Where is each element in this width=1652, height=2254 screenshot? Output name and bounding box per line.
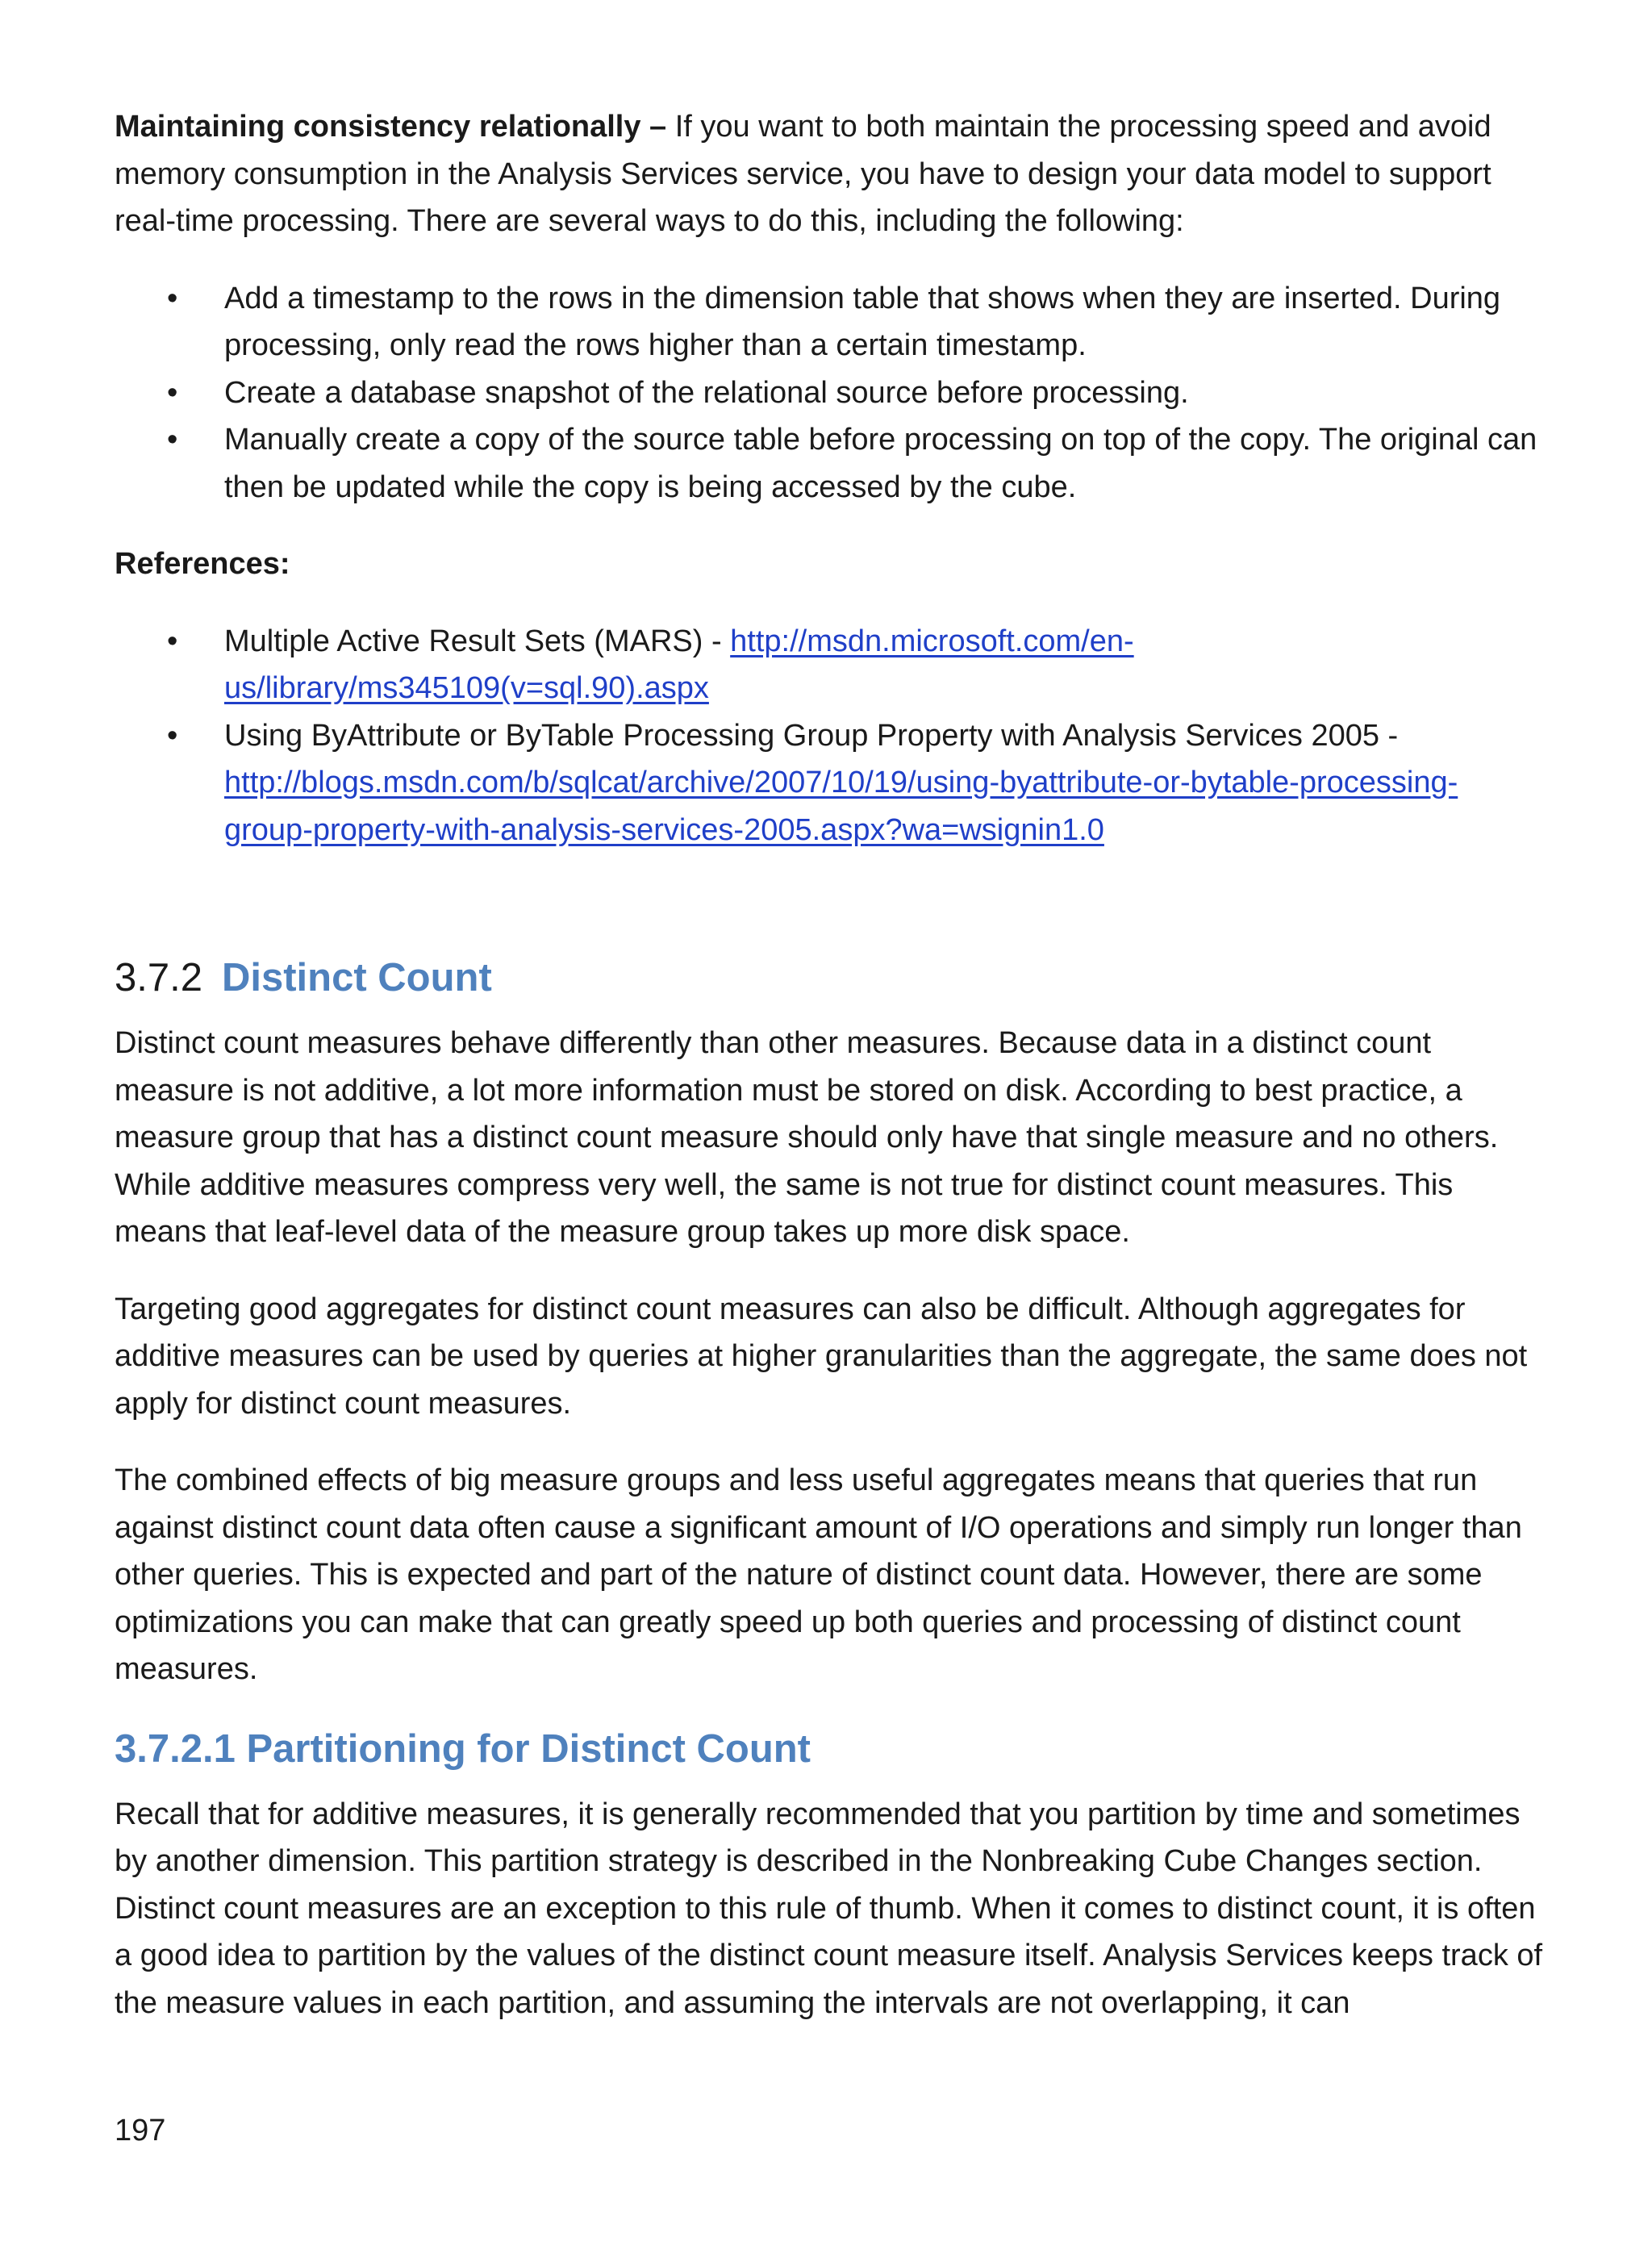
- bullet-item: • Create a database snapshot of the relational source before processing.: [115, 369, 1550, 417]
- subsection-paragraph: Recall that for additive measures, it is generally recommended that you partition by time and sometimes by another dimension. This partition strategy is described in the Nonbreaking Cube Changes section. Distinct count measures are an exception to this rule of thumb. When it comes to distinct count, it is often a good idea to partition by the values of the distinct count measure itself. Analysis Services keeps track of the measure values in each partition, and assuming the intervals are not overlapping, it can: [115, 1797, 1543, 2020]
- document-page: [115, 103, 1550, 2056]
- section-paragraph: Targeting good aggregates for distinct count measures can also be difficult. Although aggregates for additive measures can be used by queries at higher granularities than the aggregate, the same does not apply for distinct count measures.: [115, 1292, 1528, 1421]
- bullet-item: • Add a timestamp to the rows in the dimension table that shows when they are inserted. During processing, only read the rows higher than a certain timestamp.: [115, 275, 1550, 369]
- bullet-item: • Manually create a copy of the source table before processing on top of the copy. The original can then be updated while the copy is being accessed by the cube.: [115, 416, 1550, 511]
- subsection-heading: 3.7.2.1 Partitioning for Distinct Count: [115, 1726, 811, 1771]
- references-heading: References:: [115, 547, 290, 581]
- section-paragraph: Distinct count measures behave differently than other measures. Because data in a distinct count measure is not additive, a lot more information must be stored on disk. According to best practice, a measure group that has a distinct count measure should only have that single measure and no others. While additive measures compress very well, the same is not true for distinct count measures. This means that leaf-level data of the measure group takes up more disk space.: [115, 1026, 1499, 1249]
- intro-text: If you want to both maintain the processing speed and avoid memory consumption in the Analysis Services service, you have to design your data model to support real-time processing. There are several ways to do this, including the following:: [115, 110, 1491, 238]
- page-number: 197: [115, 2114, 166, 2148]
- intro-paragraph: [115, 103, 1550, 245]
- reference-item: [115, 618, 1550, 712]
- consistency-bullet-list: [115, 275, 1550, 511]
- section-paragraph: The combined effects of big measure groups and less useful aggregates means that queries that run against distinct count data often cause a significant amount of I/O operations and simply run longer than other queries. This is expected and part of the nature of distinct count data. However, there are some optimizations you can make that can greatly speed up both queries and processing of distinct count measures.: [115, 1463, 1522, 1686]
- reference-label: Multiple Active Result Sets (MARS) -: [224, 624, 731, 658]
- intro-lead: Maintaining consistency relationally –: [115, 110, 667, 144]
- reference-label: Using ByAttribute or ByTable Processing Group Property with Analysis Services 2005 -: [224, 718, 1399, 753]
- section-number: 3.7.2: [115, 956, 202, 1000]
- references-list: [115, 618, 1550, 854]
- reference-link[interactable]: http://msdn.microsoft.com/en-us/library/ms345109(v=sql.90).aspx: [224, 624, 1134, 705]
- reference-link[interactable]: http://blogs.msdn.com/b/sqlcat/archive/2007/10/19/using-byattribute-or-bytable-processing-group-property-with-analysis-services-2005.aspx?wa=wsignin1.0: [224, 766, 1458, 847]
- section-title: Distinct Count: [221, 956, 492, 1000]
- reference-item: [115, 712, 1550, 854]
- section-heading: [115, 952, 1550, 1004]
